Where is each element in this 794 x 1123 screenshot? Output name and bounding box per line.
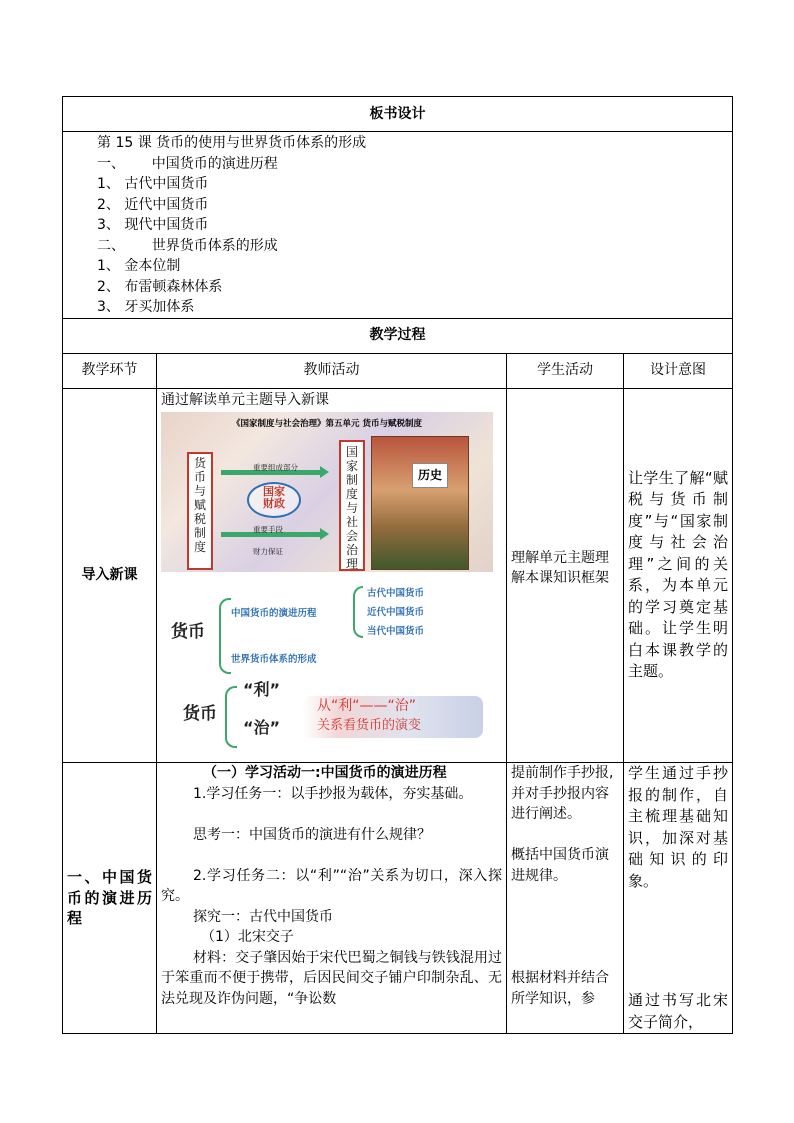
slogan-line2: 关系看货币的演变 (317, 718, 422, 733)
branch-world-currency: 世界货币体系的形成 (231, 654, 317, 665)
state-system-box: 国家制度与社会治理 (339, 440, 365, 571)
book-title: 历史 (412, 463, 448, 488)
currency-tax-box: 货币与赋税制度 (187, 452, 213, 570)
jiaozi-heading: （1）北宋交子 (201, 929, 294, 945)
label-important-part: 重要组成部分 (253, 463, 298, 472)
intro-text: 通过解读单元主题导入新课 (161, 391, 329, 408)
stage-intro: 导入新课 (63, 388, 157, 763)
lesson-plan-table (62, 96, 733, 1034)
teaching-process-header: 教学过程 (63, 318, 733, 353)
sub-ancient: 古代中国货币 (367, 588, 425, 599)
root-currency-2: 货币 (183, 704, 217, 724)
zhi-label: “治” (243, 718, 281, 737)
task-one: 1.学习任务一：以手抄报为载体，夯实基础。 (193, 785, 473, 802)
board-line: 2、 布雷顿森林体系 (97, 278, 223, 295)
national-finance-ellipse: 国家财政 (247, 482, 301, 518)
teacher-activity-china (157, 763, 507, 1034)
student-handout: 提前制作手抄报,并对手抄报内容进行阐述。 (511, 765, 614, 822)
explore-one: 探究一：古代中国货币 (193, 908, 333, 925)
col-header-stage: 教学环节 (63, 353, 157, 388)
lesson-framework-diagram (161, 574, 493, 762)
student-activity-china (507, 763, 624, 1034)
material-text: 材料：交子肇因始于宋代巴蜀之铜钱与铁钱混用过于笨重而不便于携带，后因民间交子铺户印制杂乱、无法兑现及诈伪问题，“争讼数 (161, 949, 502, 1007)
design-intent-intro (624, 388, 733, 763)
col-header-student: 学生活动 (507, 353, 624, 388)
root-currency: 货币 (171, 622, 205, 642)
board-line: 1、 古代中国货币 (97, 176, 209, 192)
board-line: 1、 金本位制 (97, 258, 181, 274)
brace-main (219, 598, 231, 674)
board-line: 3、 牙买加体系 (97, 299, 195, 315)
slogan-line1: 从“利“——“治” (317, 698, 417, 714)
student-material: 根据材料并结合所学知识，参 (511, 970, 609, 1007)
label-important-means: 重要手段 (253, 525, 283, 534)
board-line: 第 15 课 货币的使用与世界货币体系的形成 (97, 135, 367, 151)
unit-theme-title: 《国家制度与社会治理》第五单元 货币与赋税制度 (232, 419, 422, 429)
think-one: 思考一：中国货币的演进有什么规律？ (193, 826, 431, 843)
col-header-intent: 设计意图 (624, 353, 733, 388)
sub-modern: 近代中国货币 (367, 607, 425, 618)
board-line: 2、 近代中国货币 (97, 196, 209, 213)
student-intro-text: 理解单元主题理解本课知识框架 (511, 549, 609, 587)
design-intent-china (624, 763, 733, 1034)
brace-li-zhi (225, 686, 237, 748)
branch-china-currency: 中国货币的演进历程 (231, 608, 317, 619)
brace-sub (353, 586, 363, 638)
unit-theme-image (161, 412, 493, 572)
board-line: 一、 中国货币的演进历程 (97, 155, 278, 172)
li-label: “利” (243, 680, 281, 699)
label-financial-guarantee: 财力保证 (253, 547, 283, 556)
sub-contemporary: 当代中国货币 (367, 626, 425, 637)
col-header-teacher: 教师活动 (157, 353, 507, 388)
teacher-activity-intro (157, 388, 507, 763)
board-design-content (63, 132, 733, 319)
board-design-header: 板书设计 (63, 97, 733, 132)
stage-china-currency: 一、中国货币的演进历程 (63, 763, 157, 1034)
student-activity-intro (507, 388, 624, 763)
activity-title: （一）学习活动一:中国货币的演进历程 (203, 765, 447, 781)
intent-intro-text: 让学生了解“赋税与货币制度”与“国家制度与社会治理”之间的关系，为本单元的学习奠定基础。让学生明白本课教学的主题。 (628, 468, 728, 681)
board-line: 二、 世界货币体系的形成 (97, 237, 278, 254)
intent-handout: 学生通过手抄报的制作，自主梳理基础知识，加深对基础知识的印象。 (628, 764, 728, 890)
history-textbook-cover (371, 436, 469, 570)
intent-jiaozi: 通过书写北宋交子简介， (628, 991, 728, 1031)
board-line: 3、 现代中国货币 (97, 217, 209, 233)
task-two: 2.学习任务二：以“利”“治”关系为切口，深入探究。 (161, 867, 502, 904)
student-summarize: 概括中国货币演进规律。 (511, 847, 609, 884)
